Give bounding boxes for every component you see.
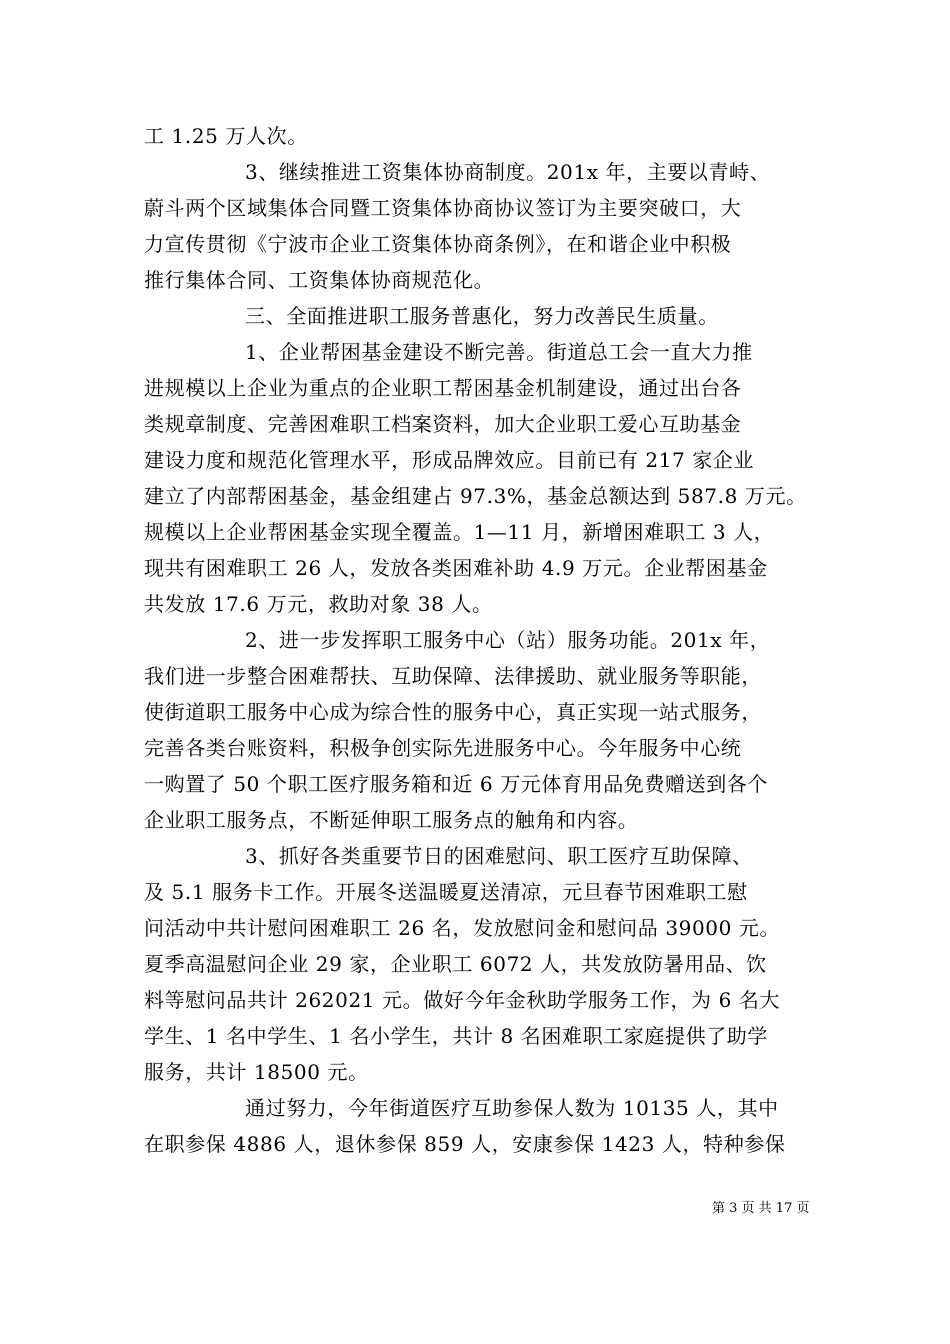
text-line: 一购置了 50 个职工医疗服务箱和近 6 万元体育用品免费赠送到各个 (144, 772, 769, 796)
text-line: 我们进一步整合困难帮扶、互助保障、法律援助、就业服务等职能， (144, 664, 762, 688)
text-line: 共发放 17.6 万元，救助对象 38 人。 (144, 592, 493, 616)
text-line: 问活动中共计慰问困难职工 26 名，发放慰问金和慰问品 39000 元。 (144, 916, 781, 940)
text-line: 企业职工服务点，不断延伸职工服务点的触角和内容。 (144, 808, 639, 832)
text-line: 在职参保 4886 人，退休参保 859 人，安康参保 1423 人，特种参保 (144, 1132, 786, 1156)
text-line: 工 1.25 万人次。 (144, 124, 308, 148)
text-line: 类规章制度、完善困难职工档案资料，加大企业职工爱心互助基金 (144, 412, 742, 436)
text-line: 1、企业帮困基金建设不断完善。街道总工会一直大力推 (245, 340, 753, 364)
text-line: 及 5.1 服务卡工作。开展冬送温暖夏送清凉，元旦春节困难职工慰 (144, 880, 748, 904)
page-number-footer: 第 3 页 共 17 页 (712, 1201, 810, 1216)
text-line: 3、继续推进工资集体协商制度。201x 年，主要以青峙、 (245, 160, 771, 184)
text-line: 3、抓好各类重要节日的困难慰问、职工医疗互助保障、 (245, 844, 753, 868)
text-line: 完善各类台账资料，积极争创实际先进服务中心。今年服务中心统 (144, 736, 742, 760)
section-heading: 三、全面推进职工服务普惠化，努力改善民生质量。 (245, 304, 719, 328)
text-line: 推行集体合同、工资集体协商规范化。 (144, 268, 495, 292)
text-line: 力宣传贯彻《宁波市企业工资集体协商条例》，在和谐企业中积极 (144, 232, 732, 256)
text-line: 蔚斗两个区域集体合同暨工资集体协商协议签订为主要突破口，大 (144, 196, 742, 220)
text-line: 2、进一步发挥职工服务中心（站）服务功能。201x 年， (245, 628, 771, 652)
text-line: 通过努力，今年街道医疗互助参保人数为 10135 人，其中 (245, 1096, 779, 1120)
text-line: 使街道职工服务中心成为综合性的服务中心，真正实现一站式服务， (144, 700, 762, 724)
text-line: 规模以上企业帮困基金实现全覆盖。1—11 月，新增困难职工 3 人， (144, 520, 775, 544)
text-line: 夏季高温慰问企业 29 家，企业职工 6072 人，共发放防暑用品、饮 (144, 952, 767, 976)
text-line: 建设力度和规范化管理水平，形成品牌效应。目前已有 217 家企业 (144, 448, 755, 472)
text-line: 服务，共计 18500 元。 (144, 1060, 369, 1084)
text-line: 料等慰问品共计 262021 元。做好今年金秋助学服务工作，为 6 名大 (144, 988, 781, 1012)
text-line: 学生、1 名中学生、1 名小学生，共计 8 名困难职工家庭提供了助学 (144, 1024, 769, 1048)
text-line: 进规模以上企业为重点的企业职工帮困基金机制建设，通过出台各 (144, 376, 742, 400)
text-line: 建立了内部帮困基金，基金组建占 97.3%，基金总额达到 587.8 万元。 (144, 484, 807, 508)
text-line: 现共有困难职工 26 人，发放各类困难补助 4.9 万元。企业帮困基金 (144, 556, 768, 580)
